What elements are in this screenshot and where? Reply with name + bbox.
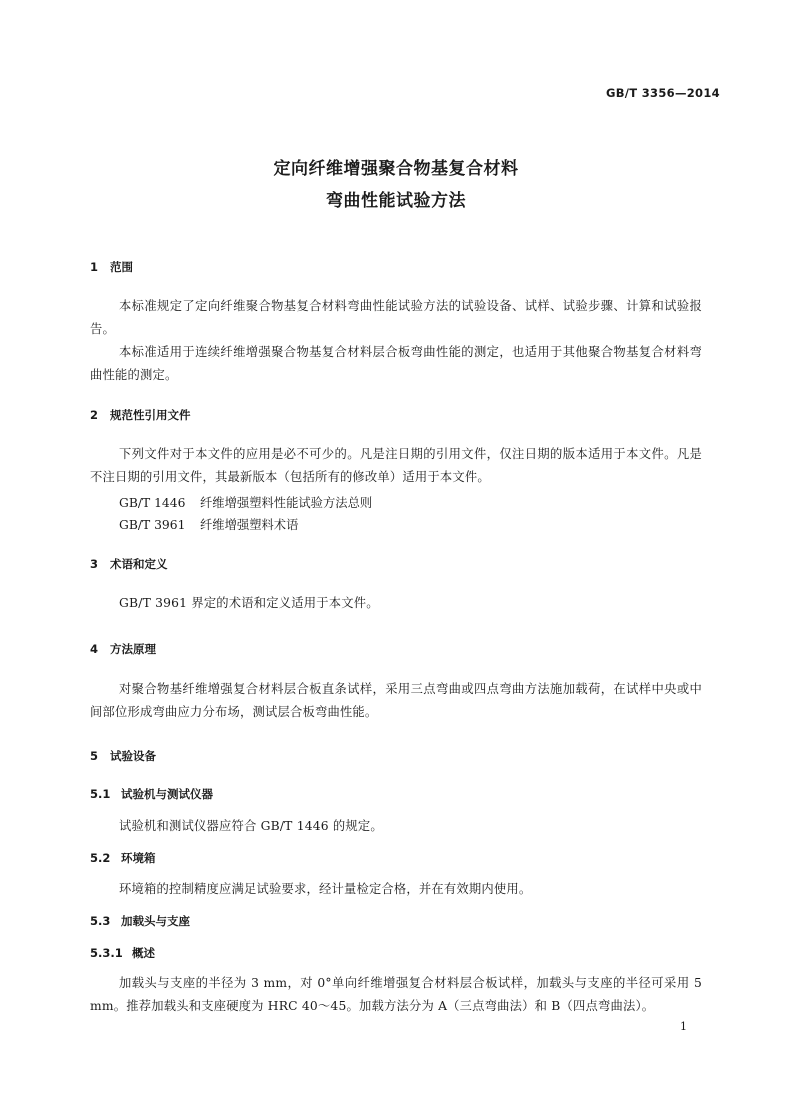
section-number: 5 <box>90 749 99 763</box>
section-5-heading <box>90 748 156 764</box>
section-4-heading <box>90 641 156 657</box>
paragraph: 对聚合物基纤维增强复合材料层合板直条试样，采用三点弯曲或四点弯曲方法施加载荷，在试样中央或中间部位形成弯曲应力分布场，测试层合板弯曲性能。 <box>90 682 702 719</box>
paragraph: GB/T 3961 界定的术语和定义适用于本文件。 <box>119 596 379 610</box>
document-title-line1: 定向纤维增强聚合物基复合材料 <box>273 159 519 179</box>
section-5-1-heading <box>90 786 213 802</box>
paragraph: 试验机和测试仪器应符合 GB/T 1446 的规定。 <box>119 819 383 833</box>
section-title: 范围 <box>110 260 133 274</box>
section-title: 术语和定义 <box>110 557 168 571</box>
paragraph: 下列文件对于本文件的应用是必不可少的。凡是注日期的引用文件，仅注日期的版本适用于本文件。凡是不注日期的引用文件，其最新版本（包括所有的修改单）适用于本文件。 <box>90 447 702 484</box>
paragraph: 加载头与支座的半径为 3 mm，对 0°单向纤维增强复合材料层合板试样，加载头与支座的半径可采用 5 mm。推荐加载头和支座硬度为 HRC 40～45。加载方法分为 A（三点弯曲法）和 B（四点弯曲法）。 <box>90 976 702 1013</box>
section-number: 5.3 <box>90 914 111 928</box>
section-number: 3 <box>90 557 99 571</box>
reference-title: 纤维增强塑料术语 <box>200 518 299 532</box>
section-3-body <box>90 592 702 615</box>
normative-reference <box>119 493 372 511</box>
section-1-body <box>90 295 702 387</box>
section-4-body <box>90 678 702 724</box>
section-1-heading <box>90 259 133 275</box>
section-title: 试验设备 <box>110 749 156 763</box>
page-number: 1 <box>680 1020 687 1033</box>
section-5-2-heading <box>90 850 156 866</box>
section-number: 2 <box>90 408 99 422</box>
normative-reference <box>119 515 298 533</box>
section-title: 概述 <box>132 946 155 960</box>
document-title-line2: 弯曲性能试验方法 <box>326 191 466 211</box>
section-5-2-body <box>90 878 702 901</box>
section-title: 环境箱 <box>121 851 156 865</box>
section-5-1-body <box>90 815 702 838</box>
section-title: 规范性引用文件 <box>110 408 191 422</box>
section-number: 5.1 <box>90 787 111 801</box>
section-number: 1 <box>90 260 99 274</box>
paragraph: 环境箱的控制精度应满足试验要求，经计量检定合格，并在有效期内使用。 <box>119 882 532 896</box>
section-title: 加载头与支座 <box>121 914 190 928</box>
section-5-3-1-heading <box>90 945 155 961</box>
section-5-3-1-body <box>90 972 702 1018</box>
section-3-heading <box>90 556 168 572</box>
reference-code: GB/T 1446 <box>119 496 186 510</box>
section-2-body <box>90 443 702 489</box>
section-title: 方法原理 <box>110 642 156 656</box>
section-5-3-heading <box>90 913 190 929</box>
section-number: 5.3.1 <box>90 946 123 960</box>
paragraph: 本标准适用于连续纤维增强聚合物基复合材料层合板弯曲性能的测定，也适用于其他聚合物基复合材料弯曲性能的测定。 <box>90 345 702 382</box>
section-2-heading <box>90 407 191 423</box>
standard-number: GB/T 3356—2014 <box>606 86 720 100</box>
reference-code: GB/T 3961 <box>119 518 186 532</box>
reference-title: 纤维增强塑料性能试验方法总则 <box>200 496 373 510</box>
paragraph: 本标准规定了定向纤维聚合物基复合材料弯曲性能试验方法的试验设备、试样、试验步骤、计算和试验报告。 <box>90 299 702 336</box>
section-title: 试验机与测试仪器 <box>121 787 213 801</box>
section-number: 5.2 <box>90 851 111 865</box>
section-number: 4 <box>90 642 99 656</box>
